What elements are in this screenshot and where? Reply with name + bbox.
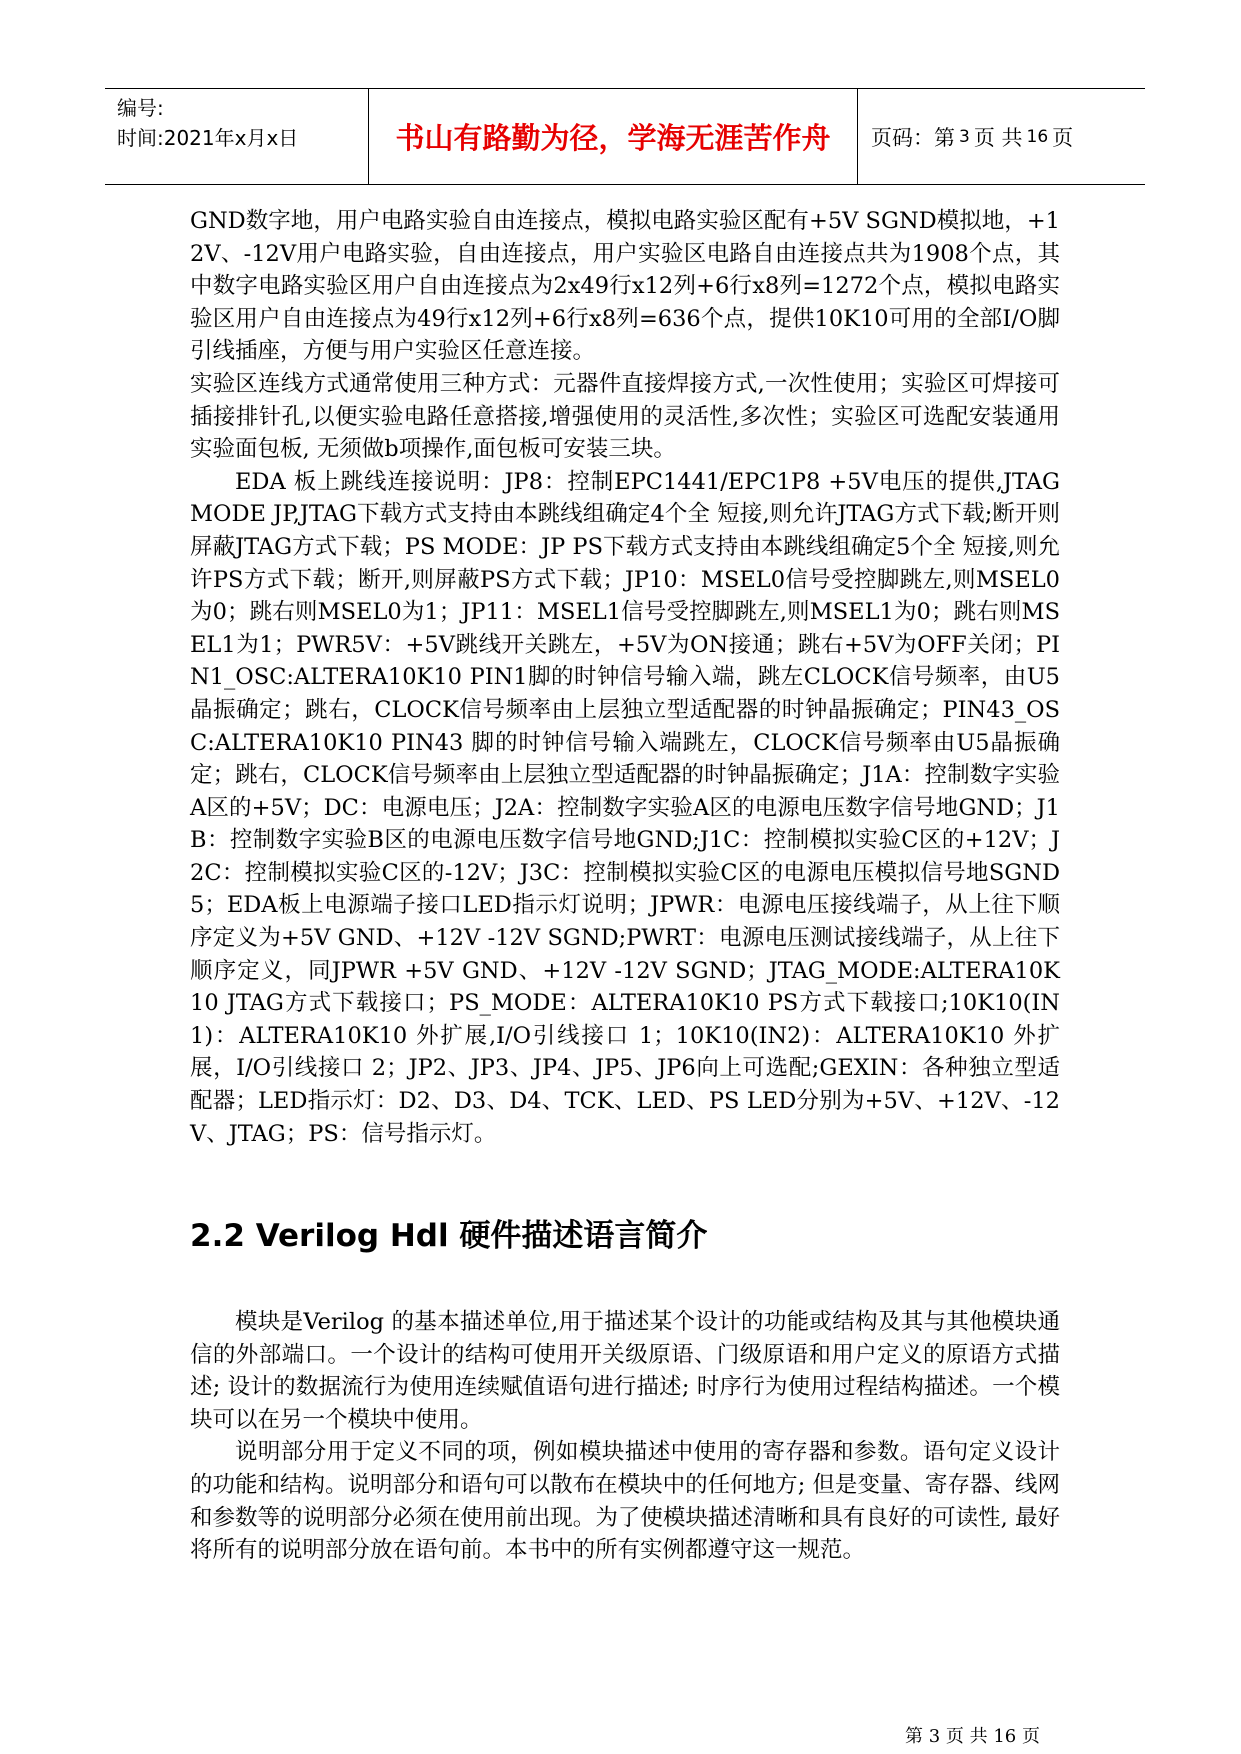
header-time-label: 时间:2021年x月x日 <box>117 126 299 150</box>
header-page-current: 3 <box>959 126 970 147</box>
header-number-label: 编号: <box>117 96 164 120</box>
header-meta <box>117 93 298 153</box>
paragraph-module-intro: 模块是Verilog 的基本描述单位,用于描述某个设计的功能或结构及其与其他模块通信的外部端口。一个设计的结构可使用开关级原语、门级原语和用户定义的原语方式描述; 设计的数据流行为使用连续赋值语句进行描述; 时序行为使用过程结构描述。一个模块可以在另一个模块中使用。 <box>190 1309 1060 1433</box>
section-title: 2.2 Verilog Hdl 硬件描述语言简介 <box>190 1218 708 1254</box>
header-page-indicator <box>871 89 1073 184</box>
paragraph-wiring-methods: 实验区连线方式通常使用三种方式：元器件直接焊接方式,一次性使用；实验区可焊接可插接排针孔,以便实验电路任意搭接,增强使用的灵活性,多次性；实验区可选配安装通用实验面包板, 无须做b项操作,面包板可安装三块。 <box>190 370 1060 463</box>
header-divider-right <box>857 89 858 184</box>
page-footer: 第 3 页 共 16 页 <box>905 1726 1040 1747</box>
header-page-middle: 页 共 <box>973 125 1023 150</box>
paragraph-jumper-description: EDA 板上跳线连接说明：JP8：控制EPC1441/EPC1P8 +5V电压的提供,JTAG MODE JP,JTAG下载方式支持由本跳线组确定4个全 短接,则允许JTAG方式下载;断开则屏蔽JTAG方式下载；PS MODE：JP PS下载方式支持由本跳线组确定5个全 短接,则允许PS方式下载；断开,则屏蔽PS方式下载；JP10：MSEL0信号受控脚跳左,则MSEL0为0；跳右则MSEL0为1；JP11：MSEL1信号受控脚跳左,则MSEL1为0；跳右则MSEL1为1；PWR5V：+5V跳线开关跳左，+5V为ON接通；跳右+5V为OFF关闭；PIN1_OSC:ALTERA10K10 PIN1脚的时钟信号输入端，跳左CLOCK信号频率，由U5晶振确定；跳右，CLOCK信号频率由上层独立型适配器的时钟晶振确定；PIN43_OSC:ALTERA10K10 PIN43 脚的时钟信号输入端跳左，CLOCK信号频率由U5晶振确定；跳右，CLOCK信号频率由上层独立型适配器的时钟晶振确定；J1A：控制数字实验A区的+5V；DC：电源电压；J2A：控制数字实验A区的电源电压数字信号地GND；J1B：控制数字实验B区的电源电压数字信号地GND;J1C：控制模拟实验C区的+12V；J2C：控制模拟实验C区的-12V；J3C：控制模拟实验C区的电源电压模拟信号地SGND 5；EDA板上电源端子接口LED指示灯说明；JPWR：电源电压接线端子，从上往下顺序定义为+5V GND、+12V -12V SGND;PWRT：电源电压测试接线端子，从上往下顺序定义，同JPWR +5V GND、+12V -12V SGND；JTAG_MODE:ALTERA10K10 JTAG方式下载接口；PS_MODE：ALTERA10K10 PS方式下载接口;10K10(IN1)：ALTERA10K10 外扩展,I/O引线接口 1；10K10(IN2)：ALTERA10K10 外扩展，I/O引线接口 2；JP2、JP3、JP4、JP5、JP6向上可选配;GEXIN：各种独立型适配器；LED指示灯：D2、D3、D4、TCK、LED、PS LED分别为+5V、+12V、-12V、JTAG；PS：信号指示灯。 <box>190 468 1060 1147</box>
paragraph-declarations: 说明部分用于定义不同的项，例如模块描述中使用的寄存器和参数。语句定义设计的功能和结构。说明部分和语句可以散布在模块中的任何地方; 但是变量、寄存器、线网和参数等的说明部分必须在使用前出现。为了使模块描述清晰和具有良好的可读性, 最好将所有的说明部分放在语句前。本书中的所有实例都遵守这一规范。 <box>190 1439 1060 1564</box>
header-page-suffix: 页 <box>1052 125 1074 150</box>
paragraph-connection-points: GND数字地，用户电路实验自由连接点，模拟电路实验区配有+5V SGND模拟地，+12V、-12V用户电路实验，自由连接点，用户实验区电路自由连接点共为1908个点，其中数字电路实验区用户自由连接点为2x49行x12列+6行x8列=1272个点，模拟电路实验区用户自由连接点为49行x12列+6行x8列=636个点，提供10K10可用的全部I/O脚引线插座，方便与用户实验区任意连接。 <box>190 208 1060 365</box>
body-lower <box>190 1306 1060 1567</box>
header-page-prefix: 页码：第 <box>871 125 955 150</box>
header-motto: 书山有路勤为径，学海无涯苦作舟 <box>395 121 831 155</box>
body-upper <box>190 205 1060 1150</box>
header-page-total: 16 <box>1026 126 1049 147</box>
page-header <box>105 88 1145 185</box>
